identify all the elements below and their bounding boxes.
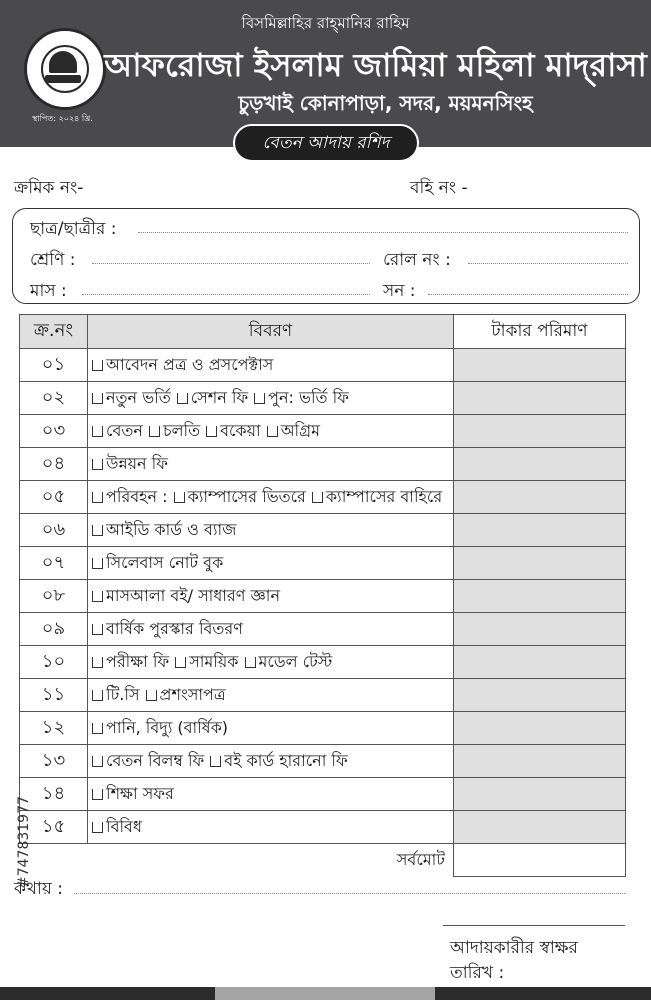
checkbox-icon[interactable]: [92, 492, 103, 503]
checkbox-icon[interactable]: [92, 723, 103, 734]
amount-cell[interactable]: [454, 679, 626, 712]
amount-cell[interactable]: [454, 547, 626, 580]
checkbox-icon[interactable]: [175, 657, 186, 668]
fee-item-label: পানি, বিদ্যু (বার্ষিক): [106, 717, 229, 737]
row-description: [88, 745, 454, 778]
student-name-line[interactable]: [138, 232, 628, 233]
fee-item-label: অগ্রিম: [280, 420, 320, 440]
amount-cell[interactable]: [454, 481, 626, 514]
serial-number-label: ক্রমিক নং-: [14, 178, 84, 198]
fee-item-label: প্রশংসাপত্র: [159, 684, 226, 704]
checkbox-icon[interactable]: [177, 393, 188, 404]
dome-icon: [49, 51, 77, 73]
institution-seal-logo: [24, 28, 106, 110]
fee-item-label: সিলেবাস নোট বুক: [106, 552, 224, 572]
row-description: [88, 415, 454, 448]
fee-rows: [20, 349, 626, 844]
row-serial: ০১: [20, 349, 88, 382]
row-serial: ০৮: [20, 580, 88, 613]
fee-item-label: বেতন বিলম্ব ফি: [106, 750, 205, 770]
row-serial: ০৫: [20, 481, 88, 514]
row-serial: ১৩: [20, 745, 88, 778]
institution-address: চুড়খাই কোনাপাড়া, সদর, ময়মনসিংহ: [238, 91, 533, 115]
fee-item-label: বার্ষিক পুরস্কার বিতরণ: [106, 618, 243, 638]
amount-cell[interactable]: [454, 646, 626, 679]
footer-bar: [0, 987, 651, 1000]
fee-table: [19, 314, 626, 877]
row-description: [88, 580, 454, 613]
row-description: [88, 679, 454, 712]
table-row: [20, 679, 626, 712]
row-description: [88, 481, 454, 514]
row-description: [88, 547, 454, 580]
table-row: [20, 712, 626, 745]
row-serial: ১২: [20, 712, 88, 745]
row-serial: ১০: [20, 646, 88, 679]
year-line[interactable]: [428, 294, 628, 295]
table-row: [20, 514, 626, 547]
fee-item-label: পুন: ভর্তি ফি: [268, 387, 349, 407]
row-serial: ০৭: [20, 547, 88, 580]
checkbox-icon[interactable]: [146, 690, 157, 701]
row-serial: ০৪: [20, 448, 88, 481]
fee-item-label: বই কার্ড হারানো ফি: [224, 750, 348, 770]
amount-cell[interactable]: [454, 382, 626, 415]
fee-item-label: মাসআলা বই/ সাধারণ জ্ঞান: [106, 585, 280, 605]
fee-item-label: নতুন ভর্তি: [106, 387, 171, 407]
amount-cell[interactable]: [454, 745, 626, 778]
checkbox-icon[interactable]: [92, 690, 103, 701]
row-serial: ১১: [20, 679, 88, 712]
total-amount-cell[interactable]: [454, 844, 626, 877]
amount-cell[interactable]: [454, 448, 626, 481]
table-row: [20, 613, 626, 646]
amount-cell[interactable]: [454, 712, 626, 745]
checkbox-icon[interactable]: [92, 459, 103, 470]
row-description: [88, 382, 454, 415]
roll-label: রোল নং :: [383, 250, 451, 270]
checkbox-icon[interactable]: [312, 492, 323, 503]
checkbox-icon[interactable]: [245, 657, 256, 668]
row-serial: ০৩: [20, 415, 88, 448]
amount-cell[interactable]: [454, 415, 626, 448]
total-row: [20, 844, 626, 877]
table-row: [20, 580, 626, 613]
year-label: সন :: [383, 281, 416, 301]
row-serial: ১৫: [20, 811, 88, 844]
total-label: সর্বমোট: [20, 844, 454, 877]
table-row: [20, 811, 626, 844]
row-description: [88, 448, 454, 481]
fee-item-label: পরীক্ষা ফি: [106, 651, 170, 671]
table-row: [20, 646, 626, 679]
checkbox-icon[interactable]: [92, 756, 103, 767]
checkbox-icon[interactable]: [92, 657, 103, 668]
checkbox-icon[interactable]: [174, 492, 185, 503]
month-line[interactable]: [82, 294, 370, 295]
class-label: শ্রেণি :: [30, 250, 76, 270]
checkbox-icon[interactable]: [149, 426, 160, 437]
amount-column-header: টাকার পরিমাণ: [454, 315, 626, 349]
fee-item-label: বিবিধ: [106, 816, 142, 836]
fee-item-label: বকেয়া: [220, 420, 261, 440]
table-row: [20, 382, 626, 415]
fee-item-label: উন্নয়ন ফি: [106, 453, 168, 473]
row-description: [88, 613, 454, 646]
checkbox-icon[interactable]: [92, 393, 103, 404]
fee-item-label: মডেল টেস্ট: [258, 651, 333, 671]
fee-item-label: শিক্ষা সফর: [106, 783, 174, 803]
row-description: [88, 514, 454, 547]
checkbox-icon[interactable]: [92, 624, 103, 635]
table-row: [20, 778, 626, 811]
table-row: [20, 745, 626, 778]
fee-item-label: আইডি কার্ড ও ব্যাজ: [106, 519, 237, 539]
footer-bar-middle: [215, 987, 435, 1000]
checkbox-icon[interactable]: [92, 789, 103, 800]
table-row: [20, 547, 626, 580]
signature-line: [443, 925, 625, 926]
row-description: [88, 646, 454, 679]
fee-item-label: সেশন ফি: [190, 387, 249, 407]
checkbox-icon[interactable]: [267, 426, 278, 437]
book-number-label: বহি নং -: [410, 178, 468, 198]
checkbox-icon[interactable]: [206, 426, 217, 437]
row-serial: ০৯: [20, 613, 88, 646]
checkbox-icon[interactable]: [92, 822, 103, 833]
amount-cell[interactable]: [454, 811, 626, 844]
checkbox-icon[interactable]: [92, 426, 103, 437]
fee-item-label: টি.সি: [106, 684, 140, 704]
fee-item-label: চলতি: [162, 420, 201, 440]
checkbox-icon[interactable]: [254, 393, 265, 404]
bismillah-text: বিসমিল্লাহির রাহ্‌মানির রাহিম: [241, 14, 410, 32]
table-row: [20, 415, 626, 448]
row-serial: ০২: [20, 382, 88, 415]
class-line[interactable]: [92, 263, 370, 264]
amount-cell[interactable]: [454, 778, 626, 811]
fee-item-label: পরিবহন :: [106, 486, 168, 506]
fee-item-label: সাময়িক: [189, 651, 239, 671]
row-description: [88, 712, 454, 745]
row-description: [88, 778, 454, 811]
student-name-label: ছাত্র/ছাত্রীর :: [30, 219, 117, 239]
row-serial: ০৬: [20, 514, 88, 547]
fee-item-label: বেতন: [106, 420, 143, 440]
checkbox-icon[interactable]: [92, 525, 103, 536]
description-column-header: বিবরণ: [88, 315, 454, 349]
table-header-row: [20, 315, 626, 349]
table-row: [20, 448, 626, 481]
amount-in-words-label: কথায় :: [14, 879, 63, 899]
amount-cell[interactable]: [454, 613, 626, 646]
checkbox-icon[interactable]: [210, 756, 221, 767]
institution-name: আফরোজা ইসলাম জামিয়া মহিলা মাদ্‌রাসা: [104, 46, 647, 84]
serial-column-header: ক্র.নং: [20, 315, 88, 349]
fee-item-label: ক্যাম্পাসের ভিতরে: [187, 486, 306, 506]
table-row: [20, 481, 626, 514]
fee-item-label: আবেদন প্রত্র ও প্রসপেক্টাস: [106, 354, 274, 374]
receipt-title: বেতন আদায় রশিদ: [233, 124, 419, 162]
amount-cell[interactable]: [454, 514, 626, 547]
checkbox-icon[interactable]: [92, 558, 103, 569]
checkbox-icon[interactable]: [92, 591, 103, 602]
row-description: [88, 349, 454, 382]
amount-cell[interactable]: [454, 580, 626, 613]
roll-line[interactable]: [468, 263, 628, 264]
established-text: স্থাপিত: ২০২৪ খ্রি.: [32, 114, 93, 123]
month-label: মাস :: [30, 281, 67, 301]
date-label: তারিখ :: [450, 963, 505, 983]
amount-cell[interactable]: [454, 349, 626, 382]
fee-item-label: ক্যাম্পাসের বাহিরে: [325, 486, 443, 506]
stock-id-text: #747831977: [16, 796, 32, 888]
checkbox-icon[interactable]: [92, 360, 103, 371]
row-serial: ১৪: [20, 778, 88, 811]
row-description: [88, 811, 454, 844]
table-row: [20, 349, 626, 382]
amount-in-words-line[interactable]: [74, 893, 625, 894]
book-icon: [45, 75, 81, 83]
collector-signature-label: আদায়কারীর স্বাক্ষর: [450, 938, 578, 958]
